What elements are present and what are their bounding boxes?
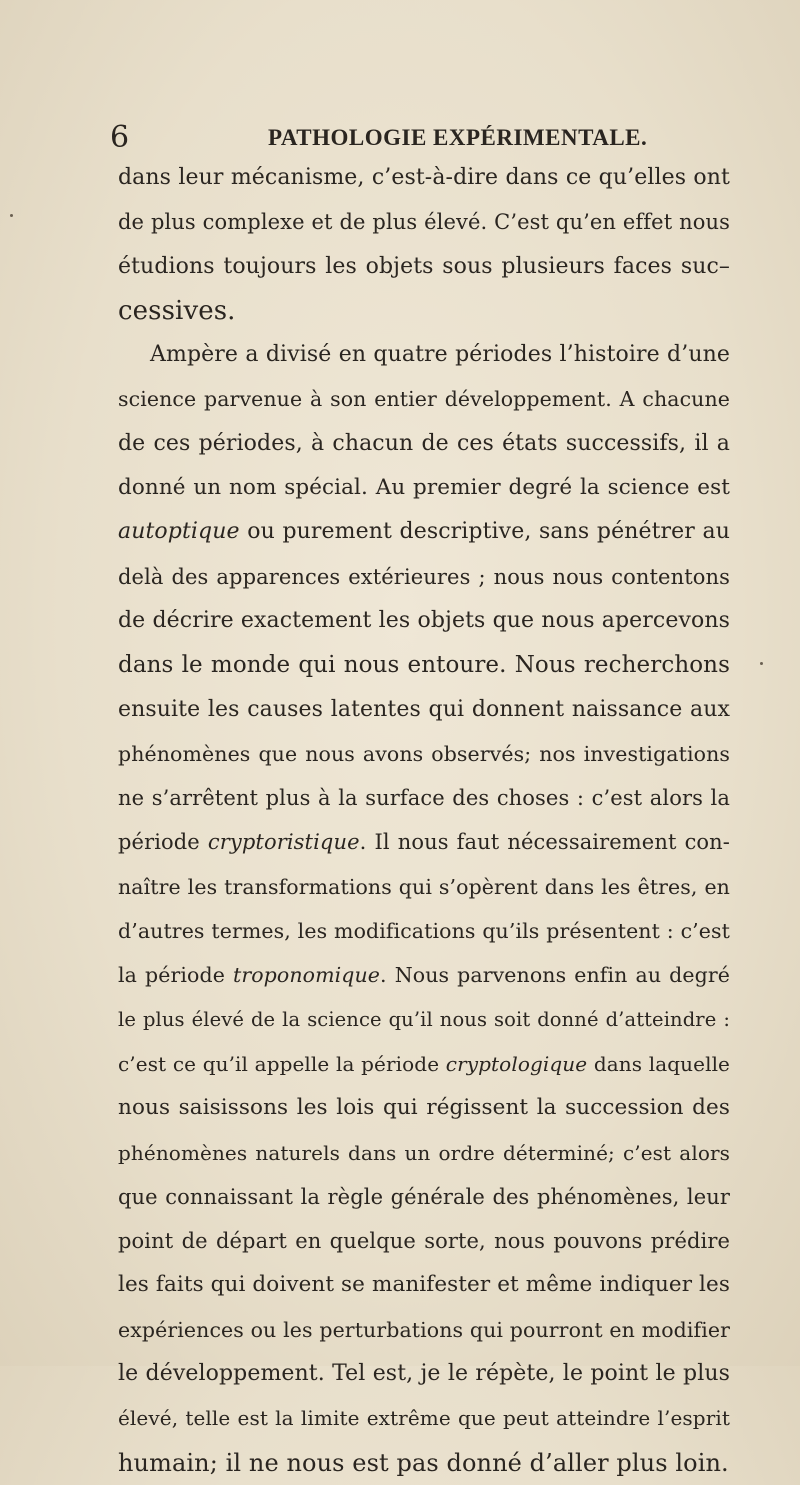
text-line xyxy=(118,820,730,864)
italic-term: cryptoristique xyxy=(207,830,360,855)
text-line: le développement. Tel est, je le répète, le point le plus xyxy=(118,1361,730,1387)
text-line: dans leur mécanisme, c’est-à-dire dans ce qu’elles ont xyxy=(118,165,730,190)
text-run: . Nous parvenons enfin au degré xyxy=(380,963,730,988)
text-line: les faits qui doivent se manifester et même indiquer les xyxy=(118,1272,730,1298)
text-line: cessives. xyxy=(118,295,236,326)
text-run: la période xyxy=(118,963,233,988)
text-line: humain; il ne nous est pas donné d’aller plus loin. xyxy=(118,1448,729,1477)
text-line: science parvenue à son entier développement. A chacune xyxy=(118,387,730,412)
italic-term: autoptique xyxy=(118,519,240,545)
text-line: ensuite les causes latentes qui donnent naissance aux xyxy=(118,696,730,722)
text-line: de plus complexe et de plus élevé. C’est qu’en effet nous xyxy=(118,210,730,235)
text-line: dans le monde qui nous entoure. Nous recherchons xyxy=(118,652,730,679)
text-line xyxy=(118,510,730,554)
text-line: phénomènes que nous avons observés; nos investigations xyxy=(118,741,730,766)
text-line: nous saisissons les lois qui régissent la succession des xyxy=(118,1095,730,1121)
text-line: delà des apparences extérieures ; nous nous contentons xyxy=(118,564,730,589)
text-line: point de départ en quelque sorte, nous pouvons prédire xyxy=(118,1229,730,1254)
text-run: . Il nous faut nécessairement con- xyxy=(359,830,730,855)
paper-speck xyxy=(760,662,763,665)
text-line: le plus élevé de la science qu’il nous soit donné d’atteindre : xyxy=(118,1007,730,1031)
paper-speck xyxy=(10,214,13,217)
italic-term: troponomique xyxy=(233,963,381,988)
text-run: période xyxy=(118,830,208,855)
text-line: étudions toujours les objets sous plusieurs faces suc– xyxy=(118,253,730,279)
body-text xyxy=(118,156,730,1485)
running-head xyxy=(110,118,720,158)
text-line: ne s’arrêtent plus à la surface des choses : c’est alors la xyxy=(118,786,730,811)
text-line: élevé, telle est la limite extrême que peut atteindre l’esprit xyxy=(118,1406,730,1431)
text-line xyxy=(118,1042,730,1086)
italic-term: cryptologique xyxy=(445,1051,588,1076)
text-line: que connaissant la règle générale des phénomènes, leur xyxy=(118,1184,730,1209)
text-line: de décrire exactement les objets que nous apercevons xyxy=(118,607,730,633)
text-line xyxy=(118,953,730,997)
text-run: c’est ce qu’il appelle la période xyxy=(118,1051,446,1076)
running-title: PATHOLOGIE EXPÉRIMENTALE. xyxy=(268,125,648,150)
text-line: phénomènes naturels dans un ordre déterminé; c’est alors xyxy=(118,1140,730,1165)
text-line: de ces périodes, à chacun de ces états successifs, il a xyxy=(118,430,730,456)
text-line: naître les transformations qui s’opèrent dans les êtres, en xyxy=(118,874,730,899)
text-line: donné un nom spécial. Au premier degré la science est xyxy=(118,475,730,501)
text-line: Ampère a divisé en quatre périodes l’histoire d’une xyxy=(150,342,730,368)
text-line: d’autres termes, les modifications qu’ils présentent : c’est xyxy=(118,919,730,944)
page-number: 6 xyxy=(110,120,130,155)
text-run: ou purement descriptive, sans pénétrer au xyxy=(239,519,730,545)
text-run: dans laquelle xyxy=(587,1051,730,1076)
text-line: expériences ou les perturbations qui pourront en modifier xyxy=(118,1317,730,1342)
